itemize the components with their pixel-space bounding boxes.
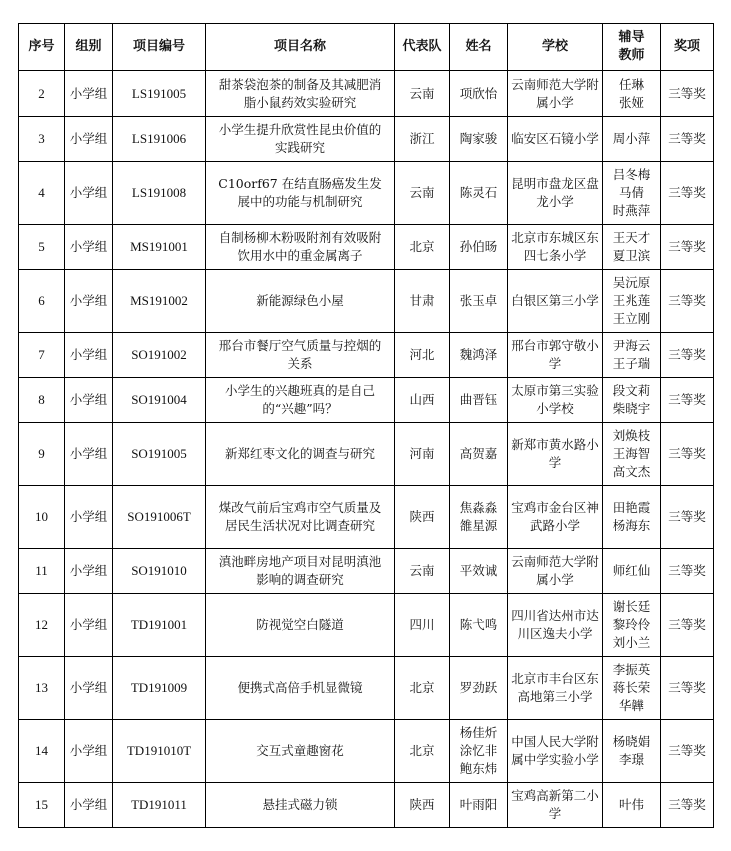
cell-code: SO191005 [113,423,206,486]
cell-code: LS191006 [113,117,206,162]
header-award: 奖项 [661,24,714,71]
table-row [19,549,714,594]
table-row [19,594,714,657]
cell-index: 14 [19,720,65,783]
cell-code: TD191001 [113,594,206,657]
cell-team: 四川 [395,594,450,657]
cell-title: 滇池畔房地产项目对昆明滇池影响的调查研究 [206,549,395,594]
cell-award: 三等奖 [661,657,714,720]
cell-group: 小学组 [65,594,113,657]
cell-advisor: 谢长廷 黎玲伶 刘小兰 [603,594,661,657]
cell-award: 三等奖 [661,270,714,333]
cell-name: 高贺嘉 [450,423,508,486]
cell-award: 三等奖 [661,783,714,828]
cell-team: 北京 [395,225,450,270]
cell-title: C10orf67 在结直肠癌发生发展中的功能与机制研究 [206,162,395,225]
cell-group: 小学组 [65,486,113,549]
cell-index: 7 [19,333,65,378]
cell-school: 白银区第三小学 [508,270,603,333]
cell-title: 便携式高倍手机显微镜 [206,657,395,720]
cell-group: 小学组 [65,549,113,594]
cell-award: 三等奖 [661,225,714,270]
cell-award: 三等奖 [661,117,714,162]
cell-team: 陕西 [395,783,450,828]
cell-advisor: 任琳 张娅 [603,71,661,117]
cell-advisor: 吕冬梅 马倩 时燕萍 [603,162,661,225]
cell-team: 山西 [395,378,450,423]
cell-team: 北京 [395,720,450,783]
header-name: 姓名 [450,24,508,71]
cell-code: LS191008 [113,162,206,225]
cell-name: 孙伯旸 [450,225,508,270]
cell-team: 云南 [395,162,450,225]
table-row [19,117,714,162]
cell-index: 15 [19,783,65,828]
cell-name: 陈灵石 [450,162,508,225]
cell-group: 小学组 [65,720,113,783]
cell-code: SO191010 [113,549,206,594]
table-row [19,423,714,486]
cell-team: 云南 [395,71,450,117]
cell-award: 三等奖 [661,594,714,657]
cell-code: SO191006T [113,486,206,549]
cell-award: 三等奖 [661,720,714,783]
cell-team: 陕西 [395,486,450,549]
cell-code: TD191010T [113,720,206,783]
cell-school: 新郑市黄水路小学 [508,423,603,486]
cell-code: TD191011 [113,783,206,828]
cell-award: 三等奖 [661,71,714,117]
cell-code: LS191005 [113,71,206,117]
cell-title: 小学生提升欣赏性昆虫价值的实践研究 [206,117,395,162]
cell-award: 三等奖 [661,162,714,225]
cell-group: 小学组 [65,71,113,117]
cell-name: 陶家骏 [450,117,508,162]
table-row [19,162,714,225]
cell-name: 罗劲跃 [450,657,508,720]
cell-name: 杨佳炘 涂忆非 鲍东炜 [450,720,508,783]
cell-advisor: 段文莉 柴晓宇 [603,378,661,423]
cell-school: 云南师范大学附属小学 [508,549,603,594]
cell-title: 自制杨柳木粉吸附剂有效吸附饮用水中的重金属离子 [206,225,395,270]
cell-title: 悬挂式磁力锁 [206,783,395,828]
cell-advisor: 李振英 蒋长荣 华韡 [603,657,661,720]
cell-advisor: 周小萍 [603,117,661,162]
awards-table [18,23,714,828]
cell-group: 小学组 [65,657,113,720]
cell-code: SO191004 [113,378,206,423]
cell-index: 10 [19,486,65,549]
cell-code: MS191002 [113,270,206,333]
cell-index: 9 [19,423,65,486]
cell-group: 小学组 [65,378,113,423]
cell-school: 临安区石镜小学 [508,117,603,162]
table-row [19,270,714,333]
cell-team: 浙江 [395,117,450,162]
cell-award: 三等奖 [661,423,714,486]
cell-group: 小学组 [65,783,113,828]
cell-group: 小学组 [65,162,113,225]
cell-school: 四川省达州市达川区逸夫小学 [508,594,603,657]
table-row [19,378,714,423]
cell-advisor: 尹海云 王子瑞 [603,333,661,378]
cell-school: 邢台市郭守敬小学 [508,333,603,378]
cell-title: 新郑红枣文化的调查与研究 [206,423,395,486]
cell-team: 北京 [395,657,450,720]
cell-award: 三等奖 [661,378,714,423]
cell-index: 13 [19,657,65,720]
table-row [19,333,714,378]
cell-code: SO191002 [113,333,206,378]
cell-name: 平效诚 [450,549,508,594]
cell-school: 昆明市盘龙区盘龙小学 [508,162,603,225]
table-row [19,71,714,117]
cell-name: 叶雨阳 [450,783,508,828]
cell-group: 小学组 [65,333,113,378]
table-row [19,783,714,828]
cell-name: 焦淼淼 雒星源 [450,486,508,549]
cell-group: 小学组 [65,117,113,162]
header-code: 项目编号 [113,24,206,71]
cell-team: 甘肃 [395,270,450,333]
cell-advisor: 田艳霞 杨海东 [603,486,661,549]
table-row [19,657,714,720]
header-index: 序号 [19,24,65,71]
cell-award: 三等奖 [661,486,714,549]
cell-school: 北京市东城区东四七条小学 [508,225,603,270]
cell-name: 陈弋鸣 [450,594,508,657]
cell-index: 12 [19,594,65,657]
cell-index: 6 [19,270,65,333]
cell-name: 魏鸿泽 [450,333,508,378]
cell-name: 张玉卓 [450,270,508,333]
cell-group: 小学组 [65,270,113,333]
header-advisor: 辅导 教师 [603,24,661,71]
cell-title: 甜茶袋泡茶的制备及其减肥消脂小鼠药效实验研究 [206,71,395,117]
cell-title: 煤改气前后宝鸡市空气质量及居民生活状况对比调查研究 [206,486,395,549]
cell-award: 三等奖 [661,333,714,378]
cell-school: 太原市第三实验小学校 [508,378,603,423]
cell-school: 宝鸡高新第二小学 [508,783,603,828]
cell-school: 中国人民大学附属中学实验小学 [508,720,603,783]
table-row [19,720,714,783]
cell-advisor: 师红仙 [603,549,661,594]
cell-index: 5 [19,225,65,270]
header-team: 代表队 [395,24,450,71]
cell-advisor: 刘焕枝 王海智 高文杰 [603,423,661,486]
cell-index: 3 [19,117,65,162]
header-row [19,24,714,71]
cell-award: 三等奖 [661,549,714,594]
cell-name: 曲晋钰 [450,378,508,423]
cell-title: 防视觉空白隧道 [206,594,395,657]
cell-title: 小学生的兴趣班真的是自己的“兴趣”吗？ [206,378,395,423]
cell-team: 云南 [395,549,450,594]
cell-title: 交互式童趣窗花 [206,720,395,783]
header-group: 组别 [65,24,113,71]
cell-group: 小学组 [65,225,113,270]
cell-code: MS191001 [113,225,206,270]
cell-code: TD191009 [113,657,206,720]
cell-title: 邢台市餐厅空气质量与控烟的关系 [206,333,395,378]
cell-school: 宝鸡市金台区神武路小学 [508,486,603,549]
cell-team: 河南 [395,423,450,486]
header-title: 项目名称 [206,24,395,71]
cell-group: 小学组 [65,423,113,486]
cell-school: 北京市丰台区东高地第三小学 [508,657,603,720]
table-row [19,486,714,549]
cell-advisor: 王天才 夏卫滨 [603,225,661,270]
cell-index: 4 [19,162,65,225]
cell-team: 河北 [395,333,450,378]
cell-index: 8 [19,378,65,423]
table-row [19,225,714,270]
cell-school: 云南师范大学附属小学 [508,71,603,117]
cell-index: 2 [19,71,65,117]
cell-advisor: 杨晓娟 李璟 [603,720,661,783]
cell-advisor: 叶伟 [603,783,661,828]
cell-name: 项欣怡 [450,71,508,117]
cell-title: 新能源绿色小屋 [206,270,395,333]
header-school: 学校 [508,24,603,71]
cell-advisor: 吴沅原 王兆莲 王立刚 [603,270,661,333]
cell-index: 11 [19,549,65,594]
